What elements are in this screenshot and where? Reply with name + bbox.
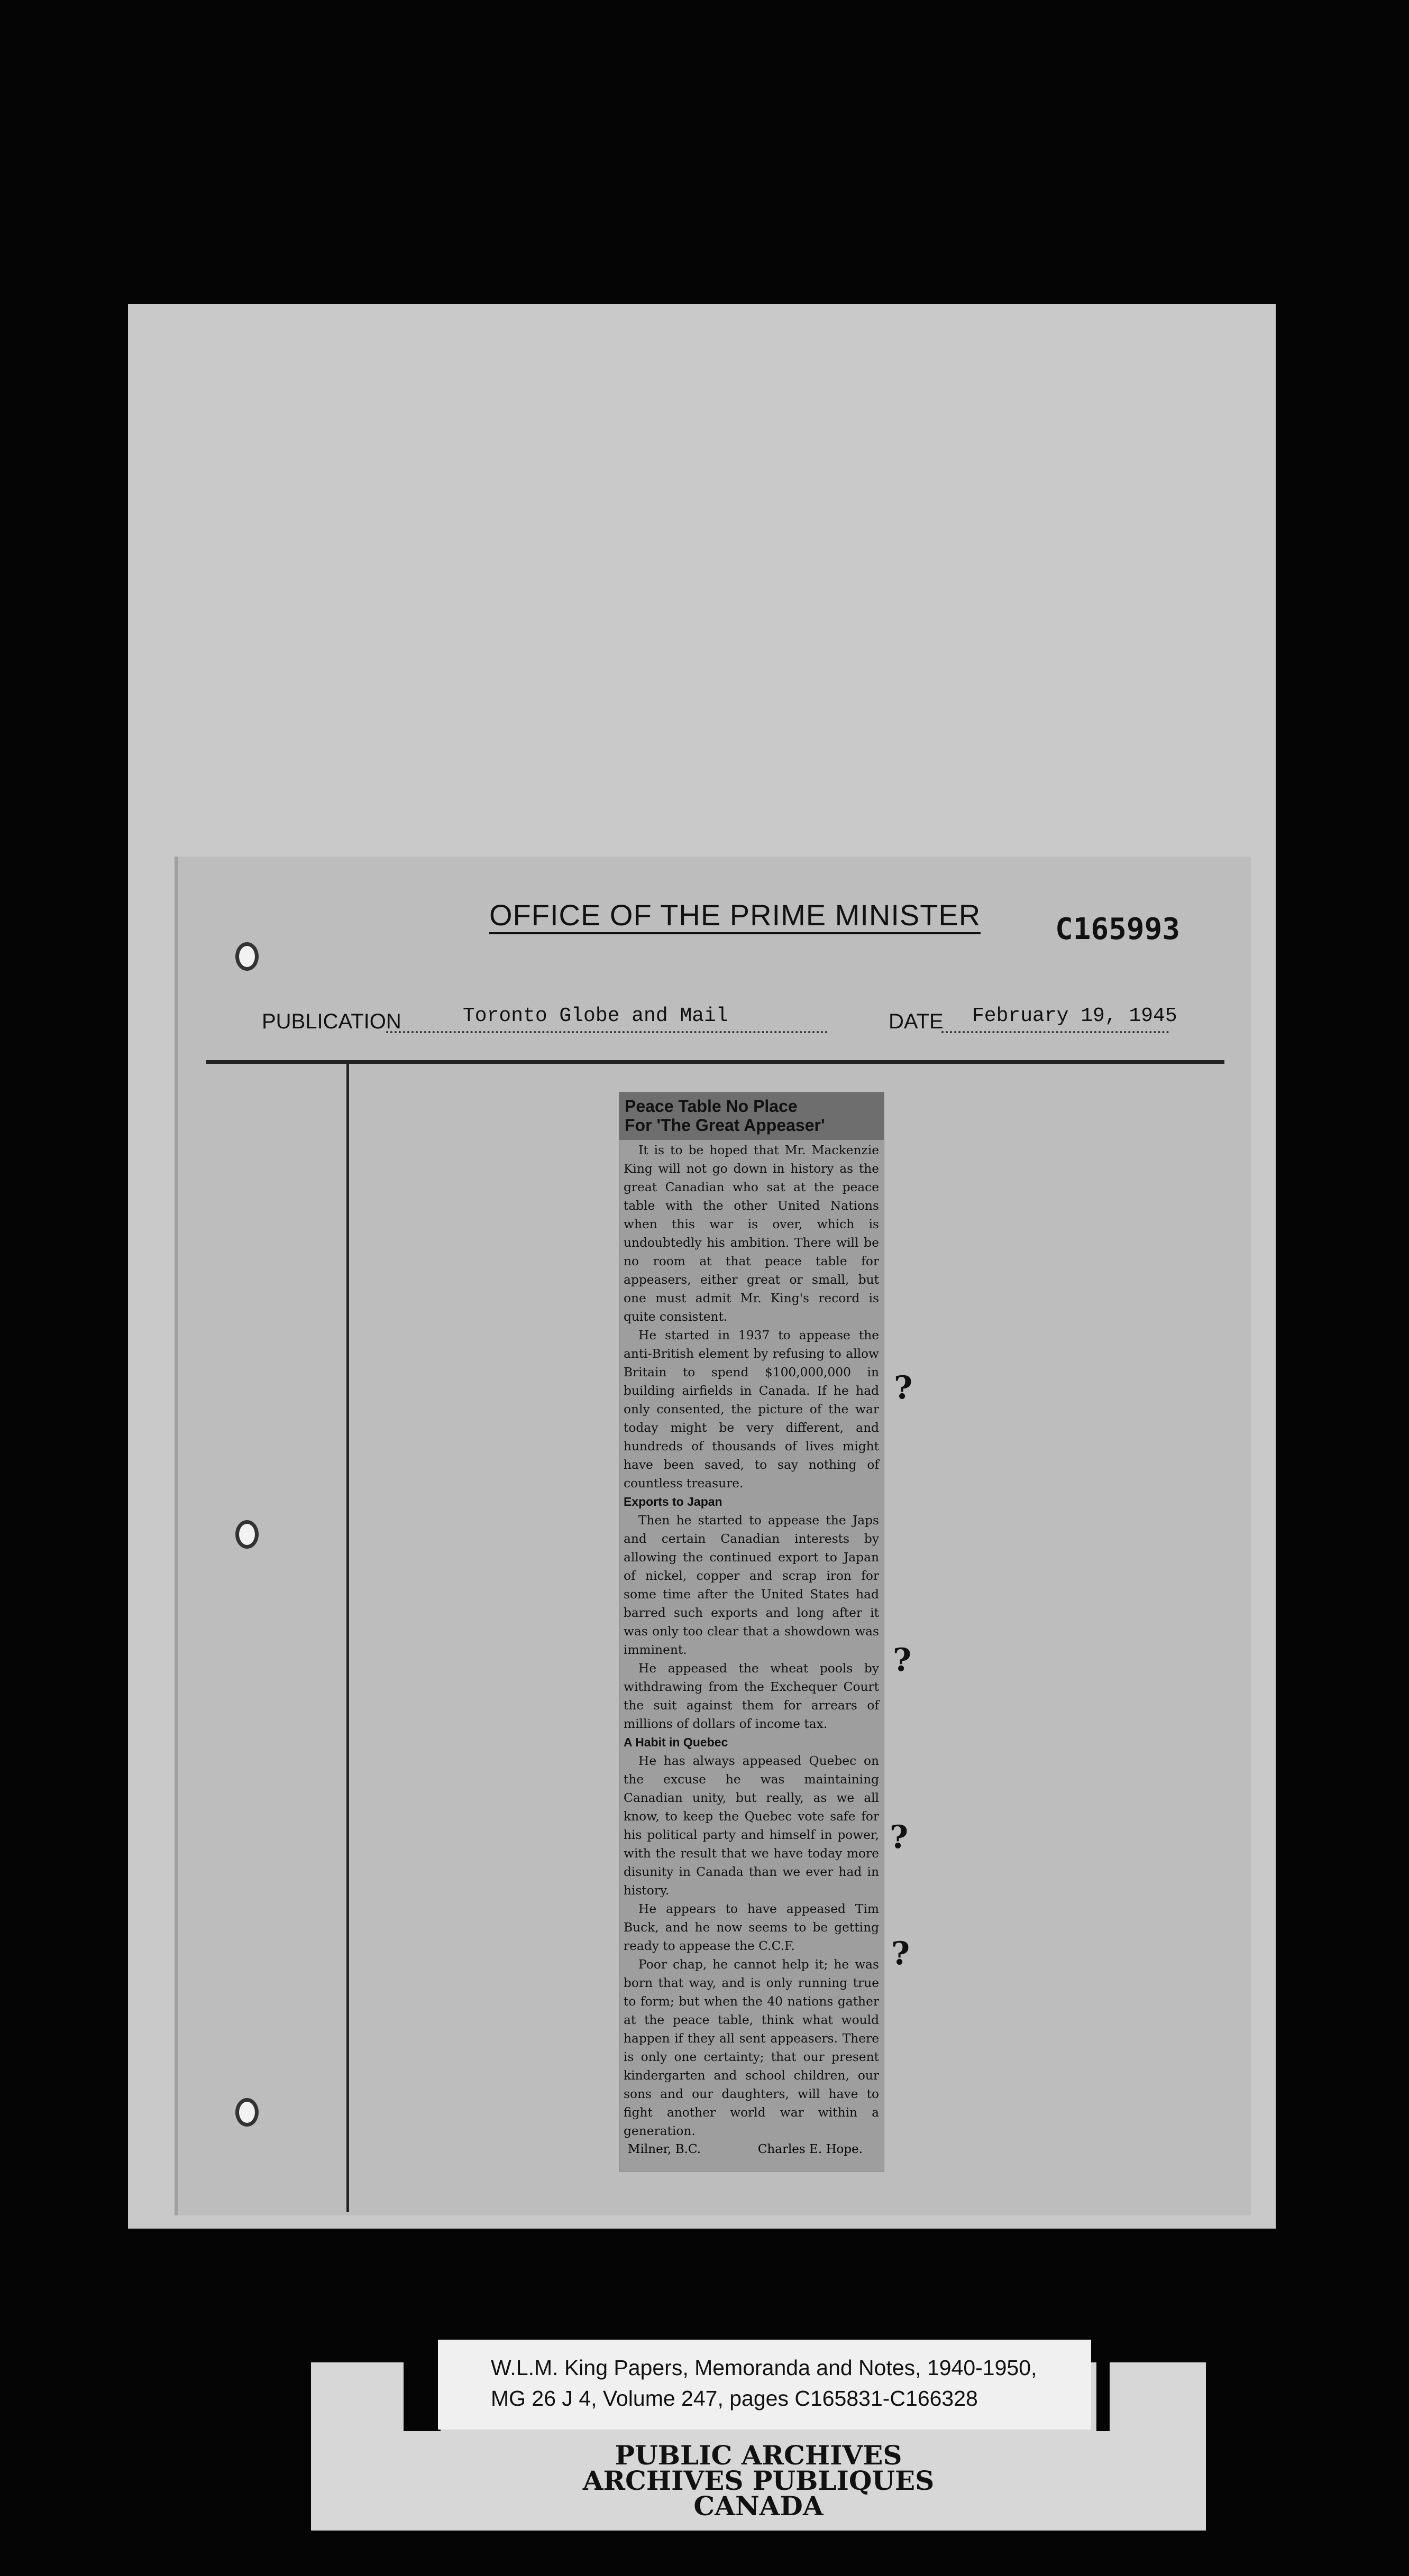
archive-reference-card [438,2340,1091,2430]
clipping-headline [619,1092,884,1140]
handwritten-question-mark: ? [894,1369,913,1406]
signature-name: Charles E. Hope. [757,2142,863,2156]
headline-line-2: For 'The Great Appeaser' [625,1116,825,1135]
band-notch [1096,2362,1110,2431]
office-title: OFFICE OF THE PRIME MINISTER [489,898,981,934]
handwritten-question-mark: ? [891,1935,910,1972]
clipping-paragraph: It is to be hoped that Mr. Mackenzie King will not go down in history as the great Canadian who sat at the peace table with the other United Nations when this war is over, which is undoubtedly his ambition. There will be no room at that peace table for appeasers, either great or small, but one must admit Mr. King's record is quite consistent. [624,1143,879,1324]
header-rule [206,1060,1224,1064]
publication-value: Toronto Globe and Mail [463,1005,728,1027]
margin-rule [346,1064,349,2212]
clipping-paragraph: He appeased the wheat pools by withdrawing from the Exchequer Court the suit against them for arrears of millions of dollars of income tax. [624,1661,879,1731]
clipping-subhead: Exports to Japan [624,1495,722,1508]
clipping-paragraph: He started in 1937 to appease the anti-British element by refusing to allow Britain to spend $100,000,000 in building airfields in Canada. If he had only consented, the picture of the war today might be very different, and hundreds of thousands of lives might have been saved, to say nothing of countless treasure. [624,1328,879,1491]
date-dotted-line [941,1031,1169,1033]
clipping-paragraph: Then he started to appease the Japs and certain Canadian interests by allowing the continued export to Japan of nickel, copper and scrap iron for some time after the United States had barred such exports and long after it was only too clear that a showdown was imminent. [624,1513,879,1657]
binder-hole [235,942,259,971]
clipping-signature [619,2140,884,2159]
clipping-paragraph: He has always appeased Quebec on the excuse he was maintaining Canadian unity, but really, as we all know, to keep the Quebec vote safe for his political party and himself in power, with the result that we have today more disunity in Canada than we ever had in history. [624,1754,879,1898]
date-label: DATE [889,1010,944,1033]
publication-dotted-line [386,1031,828,1033]
archive-stamp-line-1: PUBLIC ARCHIVES [615,2440,902,2471]
publication-label: PUBLICATION [262,1010,401,1033]
clipping-paragraph: He appears to have appeased Tim Buck, and he now seems to be getting ready to appease the C.C.F. [624,1902,879,1953]
handwritten-question-mark: ? [893,1642,912,1679]
date-value: February 19, 1945 [972,1005,1177,1027]
newspaper-clipping [619,1092,884,2172]
archive-reference-line-2: MG 26 J 4, Volume 247, pages C165831-C166328 [491,2386,978,2411]
headline-line-1: Peace Table No Place [625,1097,798,1116]
binder-hole [235,1520,259,1549]
archive-stamp-line-2: ARCHIVES PUBLIQUES [582,2465,935,2496]
handwritten-question-mark: ? [890,1819,909,1856]
clipping-body [619,1140,884,2140]
signature-place: Milner, B.C. [628,2142,701,2156]
clipping-subhead: A Habit in Quebec [624,1735,728,1749]
archive-stamp-line-3: CANADA [693,2490,824,2522]
archive-reference-line-1: W.L.M. King Papers, Memoranda and Notes, 1940-1950, [491,2356,1037,2380]
binder-hole [235,2098,259,2127]
document-number: C165993 [1055,912,1181,946]
clipping-paragraph: Poor chap, he cannot help it; he was born that way, and is only running true to form; but when the 40 nations gather at the peace table, think what would happen if they all sent appeasers. There is only one certainty; that our present kindergarten and school children, our sons and our daughters, will have to fight another world war within a generation. [624,1957,879,2138]
band-notch [404,2362,441,2431]
